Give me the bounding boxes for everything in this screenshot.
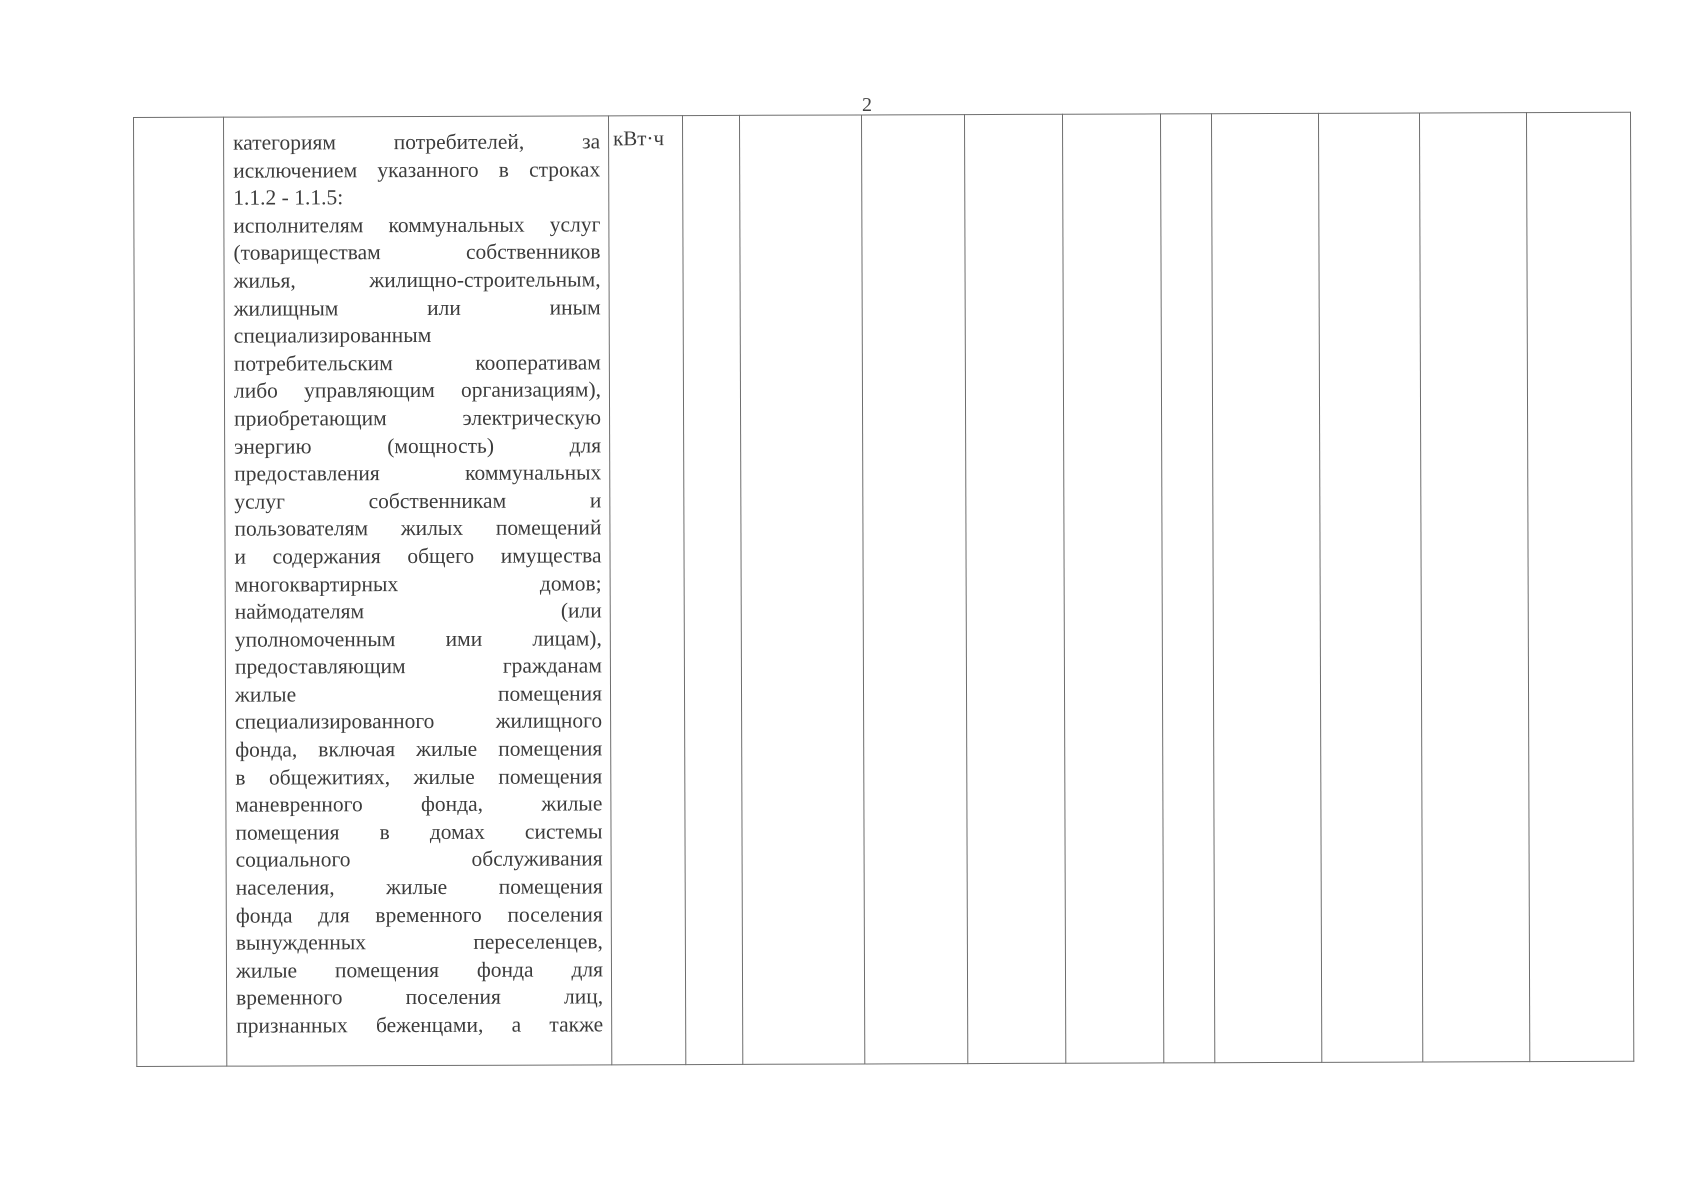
value-cell [739,115,864,1064]
description-line: жилые помещения фонда для [235,957,604,983]
value-cell [1419,113,1529,1062]
description-line: временного поселения лиц, [236,984,604,1011]
description-line: в общежитиях, жилые помещения [235,764,603,790]
description-line: помещения в домах системы [235,819,603,845]
description-line: специализированного жилищного [235,708,603,735]
description-line: фонда, включая жилые помещения [235,736,603,762]
description-line: жилые помещения [234,681,603,707]
description-line: (товариществам собственников [233,239,601,266]
description-line: населения, жилые помещения [235,874,603,900]
description-line: категориям потребителей, за [233,129,601,155]
description-line: приобретающим электрическую [234,405,602,431]
value-cell [682,115,742,1064]
description-text [233,128,603,1040]
description-line: жилья, жилищно-строительным, [233,267,601,293]
description-line: многоквартирных домов; [234,570,602,597]
description-cell [224,116,612,1066]
description-line: фонда для временного поселения [235,901,603,928]
value-cell [1318,113,1422,1062]
description-line: маневренного фонда, жилые [235,791,603,817]
unit-cell: кВт·ч [608,116,685,1065]
description-line: либо управляющим организациям), [233,377,601,403]
page-number: 2 [862,94,872,116]
row-number-cell [134,117,227,1066]
description-line: жилищным или иным [233,294,601,321]
description-line: предоставления коммунальных [234,460,602,486]
description-line: вынужденных переселенцев, [235,929,603,955]
description-line: исполнителям коммунальных услуг [233,212,601,238]
value-cell [1160,114,1214,1063]
value-cell [1526,112,1633,1061]
description-line: 1.1.2 - 1.1.5: [233,185,344,210]
tariff-table [133,112,1634,1067]
value-cell [964,114,1065,1063]
value-cell [1062,114,1163,1063]
description-line: пользователям жилых помещений [234,515,602,541]
table-row [134,112,1634,1066]
value-cell [861,115,967,1064]
description-line: наймодателям (или [234,598,602,624]
description-line: социального обслуживания [235,846,603,873]
description-line: потребительским кооперативам [233,350,601,376]
description-line: специализированным [233,323,432,348]
description-line: уполномоченным ими лицам), [234,626,602,652]
value-cell [1211,113,1321,1062]
description-line: предоставляющим гражданам [234,653,602,679]
description-line: исключением указанного в строках [233,156,601,183]
description-line: энергию (мощность) для [234,432,602,459]
description-line: услуг собственникам и [234,488,602,514]
description-line: признанных беженцами, а также [236,1012,604,1038]
description-line: и содержания общего имущества [234,543,602,569]
